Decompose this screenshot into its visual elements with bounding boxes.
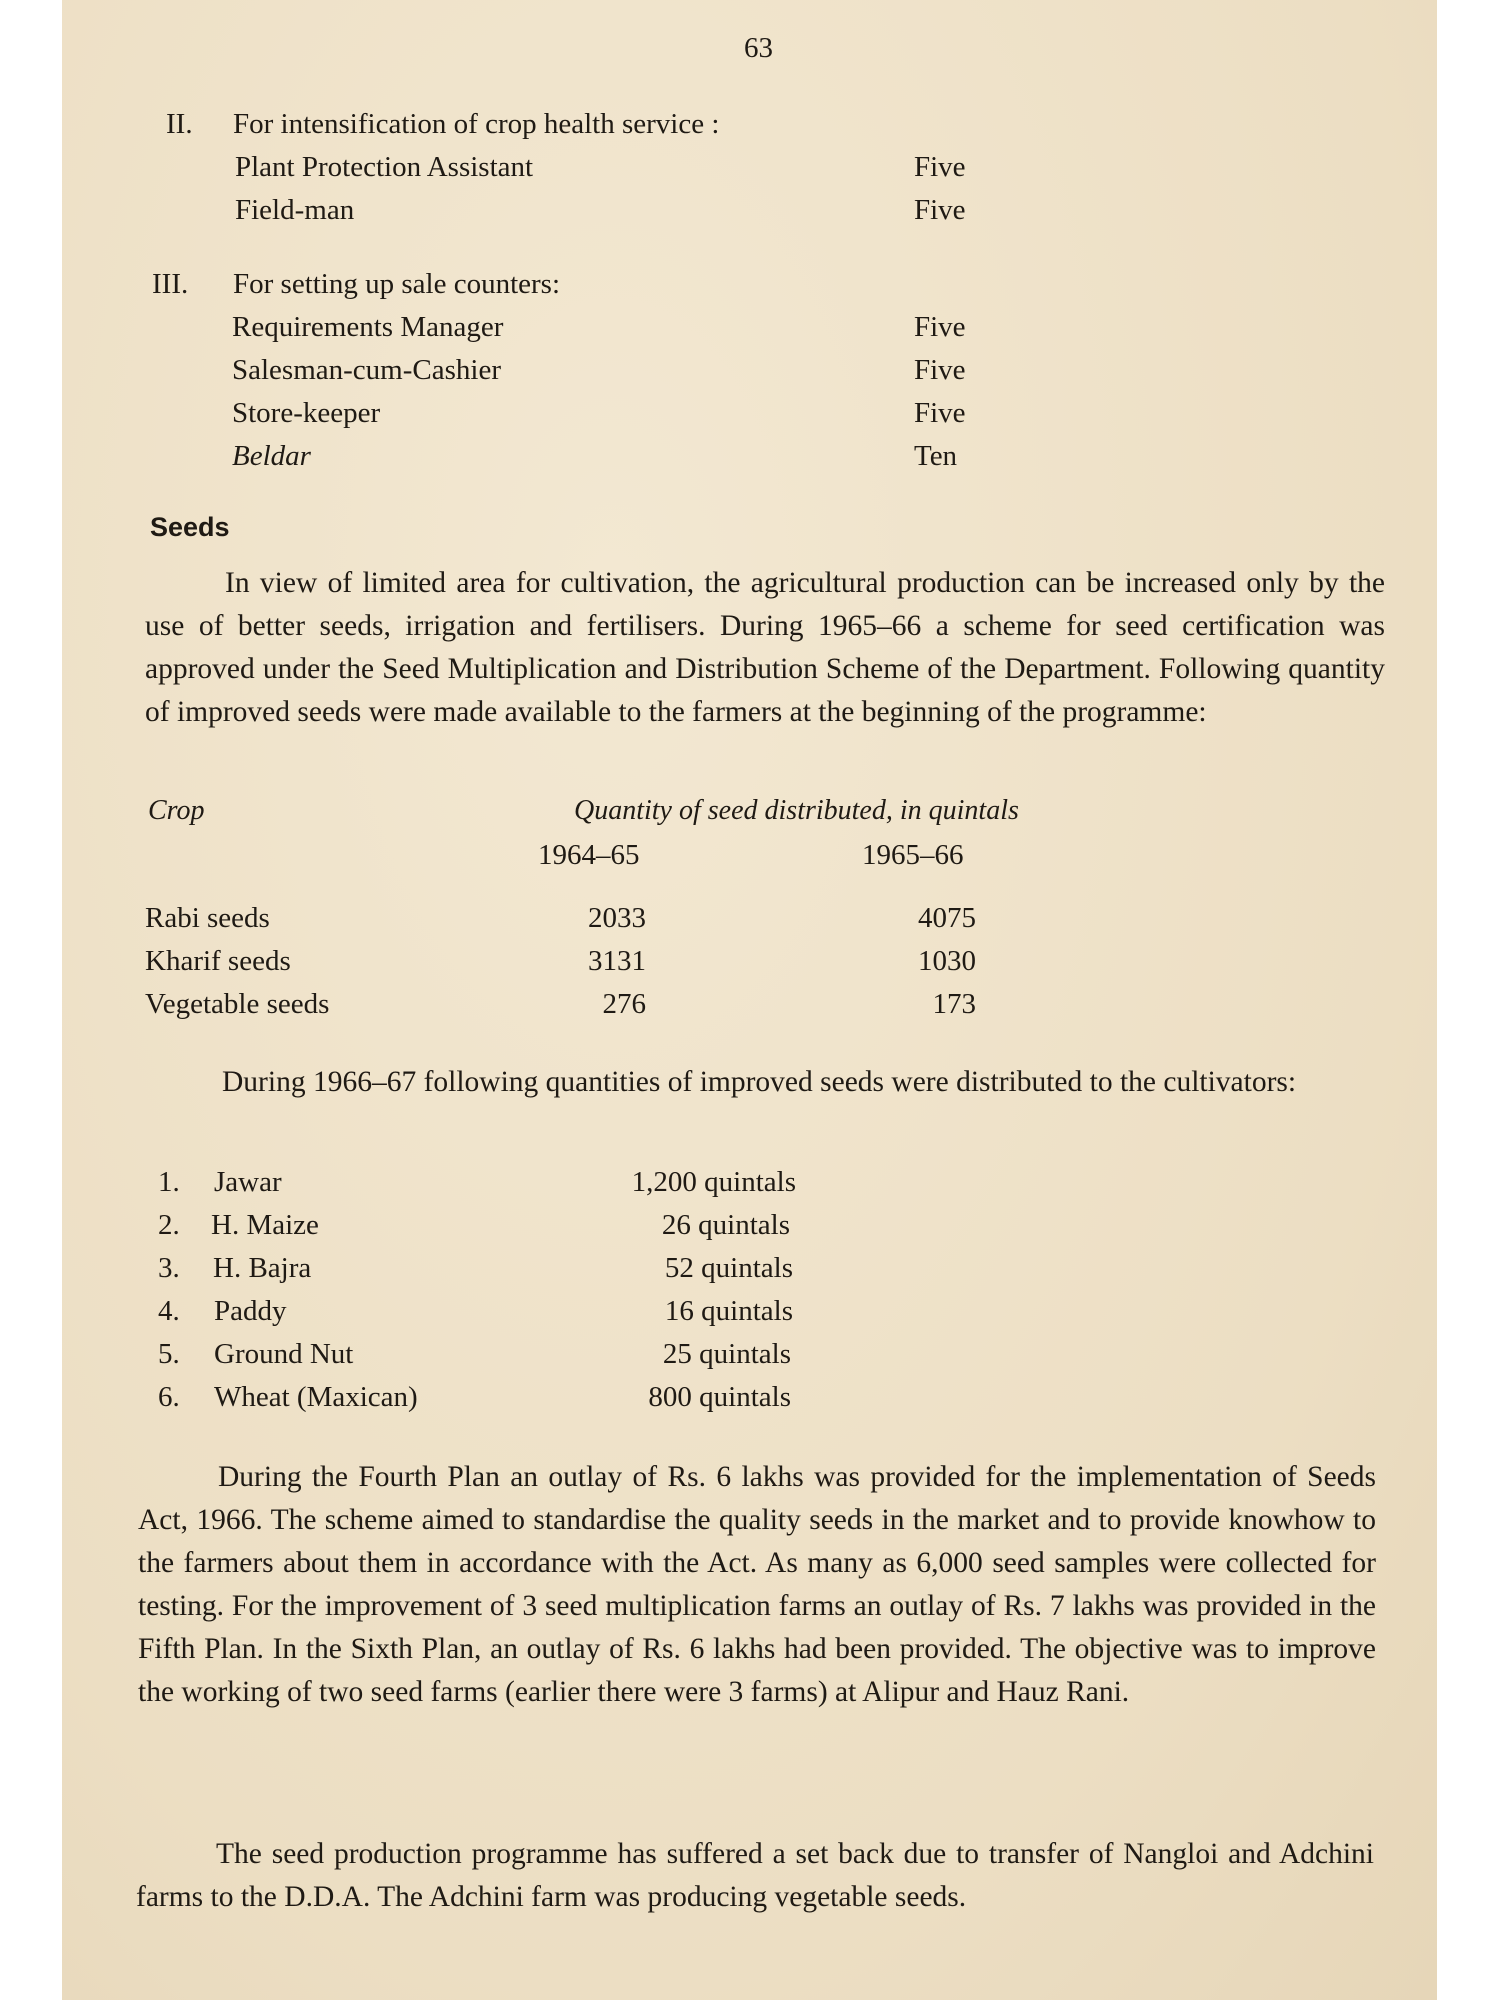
- list-item-quantity: 26 quintals: [661, 1209, 790, 1241]
- list-item-number: 6.: [158, 1381, 180, 1413]
- staff-post: Plant Protection Assistant: [235, 151, 534, 183]
- staff-section-ii-numeral: II.: [166, 108, 193, 140]
- list-item-number: 3.: [158, 1252, 180, 1284]
- table-cell-1965: 173: [932, 988, 976, 1020]
- staff-post: Requirements Manager: [232, 311, 504, 343]
- table-cell-1964: 276: [602, 988, 646, 1020]
- page-number: 63: [744, 32, 773, 64]
- list-item-number: 1.: [158, 1166, 180, 1198]
- table-header-year-2: 1965–66: [862, 839, 964, 871]
- paragraph-seed-setback: [136, 1833, 1374, 1919]
- list-item-crop: Paddy: [214, 1295, 287, 1327]
- paragraph-text: In view of limited area for cultivation, the agricultural production can be increased only by the use of better seeds, irrigation and fertilisers. During 1965–66 a scheme for seed certification was approved under the Seed Multiplication and Distribution Scheme of the Department. Following quantity of improved seeds were made available to the farmers at the beginning of the programme:: [145, 567, 1385, 728]
- list-item-number: 2.: [158, 1209, 180, 1241]
- table-header-crop: Crop: [148, 795, 205, 826]
- staff-count: Five: [914, 194, 966, 226]
- staff-section-iii-numeral: III.: [152, 268, 189, 300]
- list-item-quantity: 16 quintals: [664, 1295, 793, 1327]
- table-cell-1965: 4075: [918, 902, 976, 934]
- paragraph-text: During the Fourth Plan an outlay of Rs. 6 lakhs was provided for the implementation of Seeds Act, 1966. The scheme aimed to standardise the quality seeds in the market and to provide knowhow to the farmers about them in accordance with the Act. As many as 6,000 seed samples were collected for testing. For the improvement of 3 seed multiplication farms an outlay of Rs. 7 lakhs was provided in the Fifth Plan. In the Sixth Plan, an outlay of Rs. 6 lakhs had been provided. The objective was to improve the working of two seed farms (earlier there were 3 farms) at Alipur and Hauz Rani.: [138, 1461, 1376, 1708]
- paragraph-1966-distribution: [142, 1061, 1385, 1104]
- staff-count: Five: [914, 397, 966, 429]
- staff-count: Ten: [914, 440, 958, 472]
- list-item-quantity: 52 quintals: [664, 1252, 793, 1284]
- list-item-quantity: 1,200 quintals: [631, 1166, 796, 1198]
- staff-count: Five: [914, 354, 966, 386]
- list-item-number: 4.: [158, 1295, 180, 1327]
- section-heading-seeds: Seeds: [150, 512, 230, 542]
- list-item-crop: Jawar: [214, 1166, 282, 1198]
- staff-post: Salesman-cum-Cashier: [232, 354, 501, 386]
- table-cell-1964: 2033: [588, 902, 646, 934]
- staff-post: Beldar: [232, 440, 311, 472]
- table-row-crop: Vegetable seeds: [145, 988, 330, 1020]
- paragraph-text: During 1966–67 following quantities of improved seeds were distributed to the cultivators:: [222, 1066, 1297, 1098]
- table-cell-1964: 3131: [588, 945, 646, 977]
- staff-count: Five: [914, 311, 966, 343]
- paragraph-seed-intro: [145, 562, 1385, 734]
- staff-section-ii-heading: For intensification of crop health service :: [233, 108, 720, 140]
- paragraph-text: The seed production programme has suffered a set back due to transfer of Nangloi and Adchini farms to the D.D.A. The Adchini farm was producing vegetable seeds.: [136, 1838, 1374, 1913]
- staff-post: Field-man: [235, 194, 355, 226]
- staff-post: Store-keeper: [232, 397, 381, 429]
- list-item-crop: H. Bajra: [213, 1252, 312, 1284]
- table-cell-1965: 1030: [918, 945, 976, 977]
- list-item-crop: H. Maize: [211, 1209, 319, 1241]
- table-header-year-1: 1964–65: [538, 839, 640, 871]
- list-item-crop: Wheat (Maxican): [214, 1381, 418, 1413]
- staff-count: Five: [914, 151, 966, 183]
- list-item-quantity: 25 quintals: [662, 1338, 791, 1370]
- table-header-quantity: Quantity of seed distributed, in quintals: [574, 795, 1019, 826]
- list-item-number: 5.: [158, 1338, 180, 1370]
- table-row-crop: Kharif seeds: [145, 945, 291, 977]
- table-row-crop: Rabi seeds: [145, 902, 270, 934]
- list-item-quantity: 800 quintals: [648, 1381, 791, 1413]
- staff-section-iii-heading: For setting up sale counters:: [233, 268, 561, 300]
- paragraph-plan-outlays: [138, 1456, 1376, 1714]
- list-item-crop: Ground Nut: [214, 1338, 354, 1370]
